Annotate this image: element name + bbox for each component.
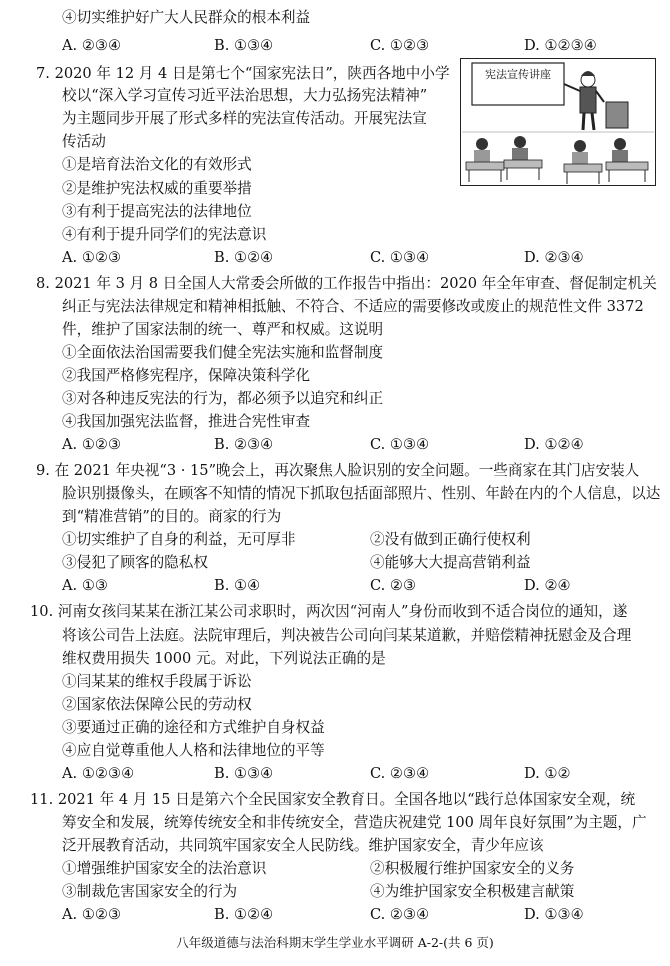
q8-item-4: ④我国加强宪法监督，推进合宪性审查 (62, 413, 311, 430)
q7-item-3: ③有利于提高宪法的法律地位 (62, 203, 252, 220)
q10-item-1: ①闫某某的维权手段属于诉讼 (62, 673, 252, 690)
q7-option-d[interactable]: D. ②③④ (524, 249, 584, 266)
q9-item-1: ①切实维护了自身的利益，无可厚非 (62, 531, 296, 548)
q8-option-b[interactable]: B. ②③④ (214, 436, 274, 453)
q11-item-4: ④为维护国家安全积极建言献策 (370, 883, 575, 900)
q7-stem-line-1: 7. 2020 年 12 月 4 日是第七个“国家宪法日”，陕西各地中小学 (36, 65, 450, 82)
q8-option-c[interactable]: C. ①③④ (370, 436, 430, 453)
classroom-illustration (460, 58, 656, 186)
q11-options (62, 905, 622, 925)
q11-option-a[interactable]: A. ①②③ (62, 906, 122, 923)
q9-option-d[interactable]: D. ②④ (524, 577, 571, 594)
q8-item-2: ②我国严格修宪程序，保障决策科学化 (62, 367, 311, 384)
q11-item-1: ①增强维护国家安全的法治意识 (62, 860, 267, 877)
q9-stem-line-2: 脸识别摄像头，在顾客不知情的情况下抓取包括面部照片、性别、年龄在内的个人信息，以达 (62, 485, 661, 502)
q10-option-b[interactable]: B. ①③④ (214, 765, 274, 782)
q7-item-1: ①是培育法治文化的有效形式 (62, 156, 252, 173)
q7-stem-line-2: 校以“深入学习宣传习近平法治思想，大力弘扬宪法精神” (62, 87, 428, 104)
q6-item-4: ④切实维护好广大人民群众的根本利益 (62, 9, 311, 26)
q9-stem-line-3: 到“精准营销”的目的。商家的行为 (62, 508, 282, 525)
page-footer: 八年级道德与法治科期末学生学业水平调研 A-2-(共 6 页) (176, 935, 494, 950)
q10-item-2: ②国家依法保障公民的劳动权 (62, 696, 252, 713)
q7-item-2: ②是维护宪法权威的重要举措 (62, 180, 252, 197)
q11-option-b[interactable]: B. ①②④ (214, 906, 274, 923)
q6-option-c[interactable]: C. ①②③ (370, 37, 430, 54)
q8-item-3: ③对各种违反宪法的行为，都必须予以追究和纠正 (62, 390, 384, 407)
q9-option-b[interactable]: B. ①④ (214, 577, 261, 594)
q11-stem-line-2: 筹安全和发展，统筹传统安全和非传统安全，营造庆祝建党 100 周年良好氛围”为主题，广 (62, 814, 647, 831)
q9-stem-line-1: 9. 在 2021 年央视“3 · 15”晚会上，再次聚焦人脸识别的安全问题。一些商家在其门店安装人 (36, 462, 640, 479)
q8-stem-line-3: 件，维护了国家法制的统一、尊严和权威。这说明 (62, 321, 384, 338)
q8-stem-line-2: 纠正与宪法法律规定和精神相抵触、不符合、不适应的需要修改或废止的规范性文件 3372 (62, 298, 644, 315)
q8-options (62, 435, 622, 455)
q10-option-c[interactable]: C. ②③④ (370, 765, 430, 782)
q6-option-b[interactable]: B. ①③④ (214, 37, 274, 54)
podium (606, 102, 628, 128)
q11-option-c[interactable]: C. ②③④ (370, 906, 430, 923)
q10-option-d[interactable]: D. ①② (524, 765, 571, 782)
q7-item-4: ④有利于提升同学们的宪法意识 (62, 226, 267, 243)
q11-option-d[interactable]: D. ①③④ (524, 906, 584, 923)
q7-stem-line-3: 为主题同步开展了形式多样的宪法宣传活动。开展宪法宣 (62, 110, 427, 127)
q8-option-a[interactable]: A. ①②③ (62, 436, 122, 453)
q10-stem-line-2: 将该公司告上法庭。法院审理后，判决被告公司向闫某某道歉，并赔偿精神抚慰金及合理 (62, 627, 632, 644)
q8-stem-line-1: 8. 2021 年 3 月 8 日全国人大常委会所做的工作报告中指出：2020 年全年审查、督促制定机关 (36, 275, 657, 292)
q11-item-3: ③制裁危害国家安全的行为 (62, 883, 238, 900)
q7-options (62, 248, 622, 268)
q9-item-3: ③侵犯了顾客的隐私权 (62, 554, 208, 571)
q10-stem-line-1: 10. 河南女孩闫某某在浙江某公司求职时，两次因“河南人”身份而收到不适合岗位的通知，遂 (30, 603, 628, 620)
q9-option-a[interactable]: A. ①③ (62, 577, 108, 594)
q11-item-2: ②积极履行维护国家安全的义务 (370, 860, 575, 877)
q9-item-4: ④能够大大提高营销利益 (370, 554, 531, 571)
q6-option-d[interactable]: D. ①②③④ (524, 37, 597, 54)
q10-item-4: ④应自觉尊重他人人格和法律地位的平等 (62, 742, 325, 759)
q6-option-a[interactable]: A. ②③④ (62, 37, 122, 54)
q6-options (62, 36, 622, 56)
q7-option-b[interactable]: B. ①②④ (214, 249, 274, 266)
q10-option-a[interactable]: A. ①②③④ (62, 765, 135, 782)
q10-options (62, 764, 622, 784)
q11-stem-line-3: 泛开展教育活动，共同筑牢国家安全人民防线。维护国家安全，青少年应该 (62, 837, 544, 854)
q7-option-c[interactable]: C. ①③④ (370, 249, 430, 266)
q9-item-2: ②没有做到正确行使权利 (370, 531, 531, 548)
blackboard-text: 宪法宣传讲座 (485, 68, 551, 81)
q9-options (62, 576, 622, 596)
q10-stem-line-3: 维权费用损失 1000 元。对此，下列说法正确的是 (62, 650, 386, 667)
q11-stem-line-1: 11. 2021 年 4 月 15 日是第六个全民国家安全教育日。全国各地以“践行总体国家安全观，统 (30, 791, 636, 808)
q7-stem-line-4: 传活动 (62, 133, 106, 150)
q9-option-c[interactable]: C. ②③ (370, 577, 417, 594)
q7-option-a[interactable]: A. ①②③ (62, 249, 122, 266)
q10-item-3: ③要通过正确的途径和方式维护自身权益 (62, 719, 325, 736)
q8-item-1: ①全面依法治国需要我们健全宪法实施和监督制度 (62, 344, 384, 361)
q8-option-d[interactable]: D. ①②④ (524, 436, 584, 453)
